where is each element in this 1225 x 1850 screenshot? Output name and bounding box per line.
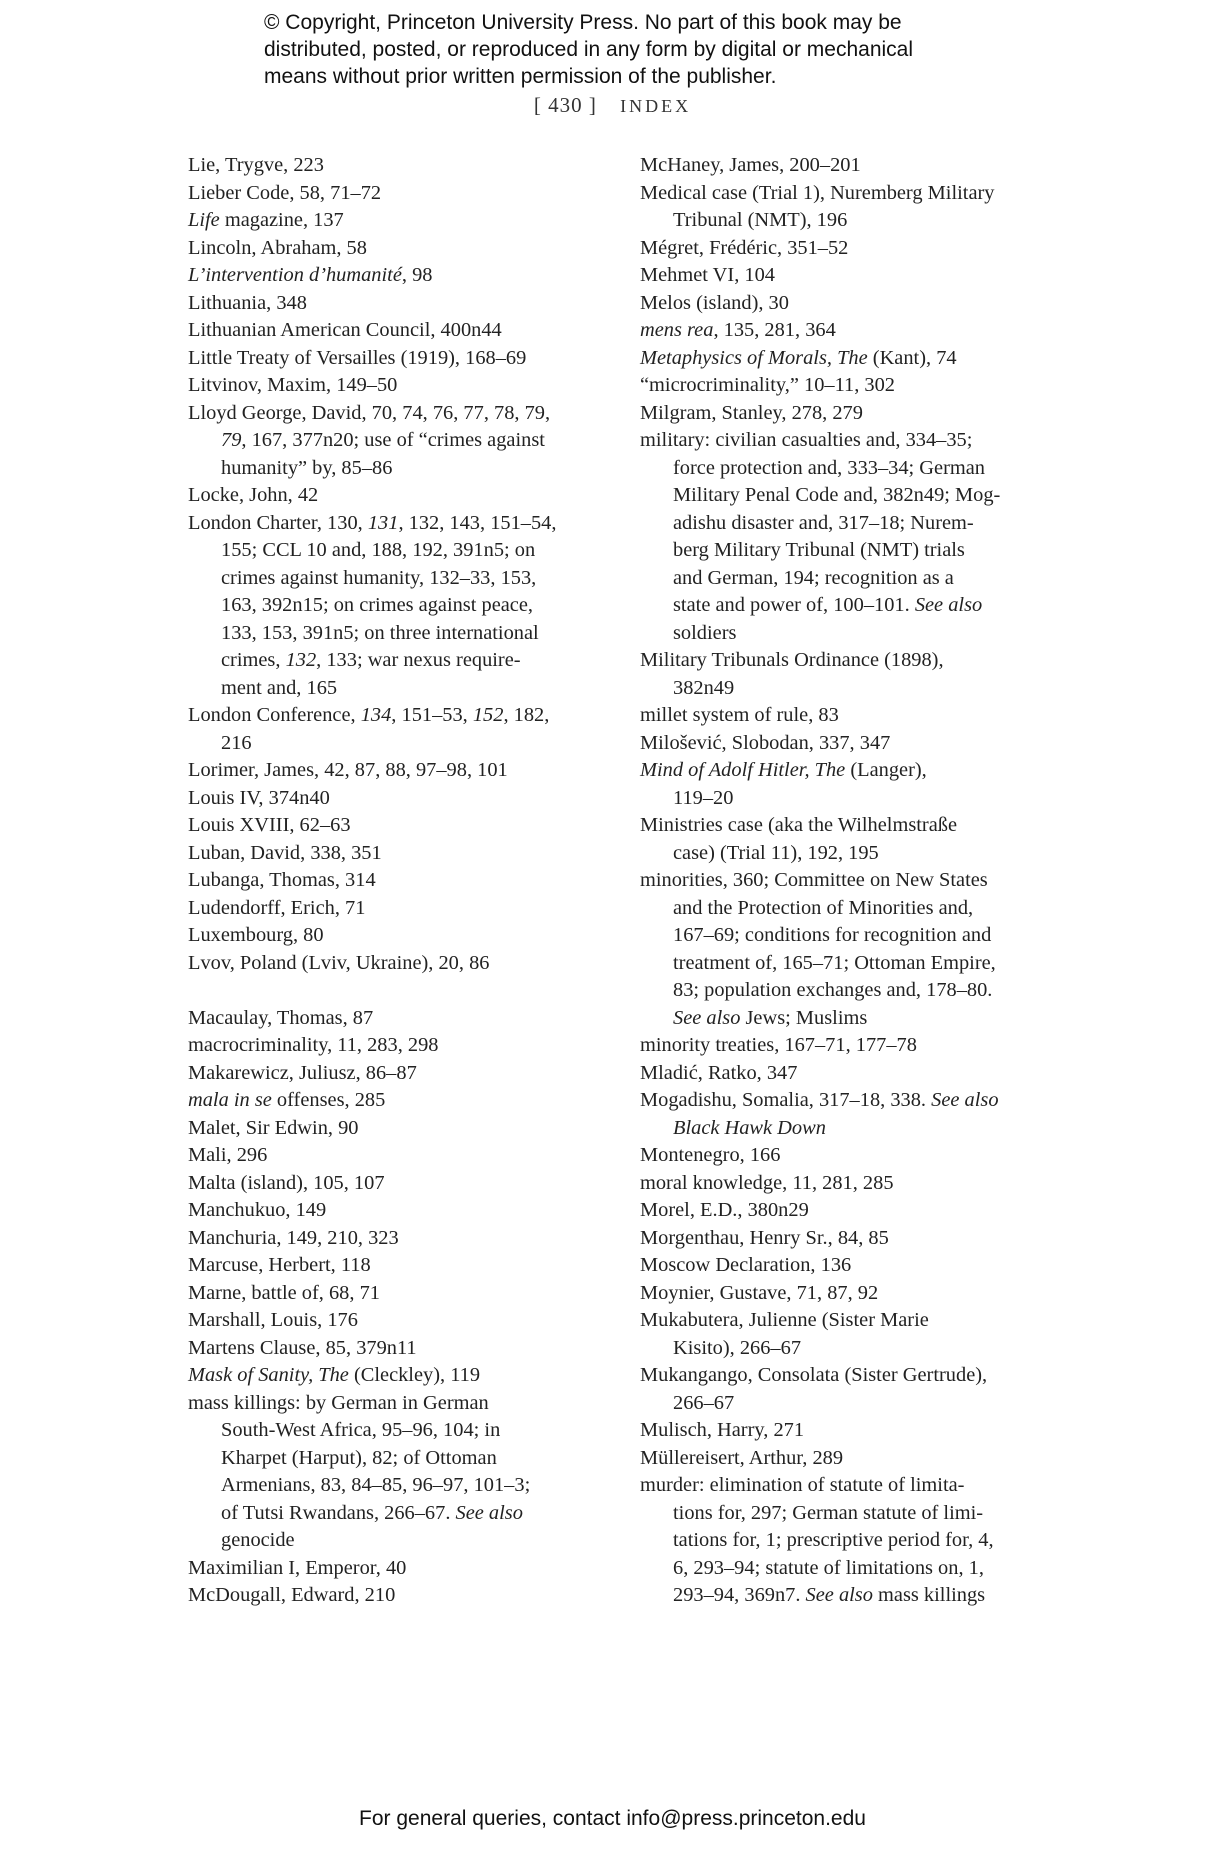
index-entry	[188, 757, 598, 785]
index-entry-text: berg Military Tribunal (NMT) trials	[673, 539, 965, 561]
index-entry-text: 83; population exchanges and, 178–80.	[673, 979, 993, 1001]
index-entry-text: Marcuse, Herbert, 118	[188, 1254, 371, 1276]
index-entry-text: Kharpet (Harput), 82; of Ottoman	[221, 1446, 497, 1469]
index-entry-text: Manchukuo, 149	[188, 1199, 327, 1221]
index-entry-text: , 151–53,	[391, 704, 473, 726]
index-entry-text: Luxembourg, 80	[188, 924, 324, 946]
index-entry-text: Military Tribunals Ordinance (1898),	[640, 649, 944, 671]
index-entry	[188, 152, 598, 180]
index-entry-continuation	[640, 592, 1060, 620]
index-entry-text: 133, 153, 391n5; on three international	[221, 621, 539, 644]
index-entry-italic-text: 152	[472, 704, 504, 726]
index-entry-text: force protection and, 333–34; German	[673, 456, 985, 479]
index-entry	[640, 867, 1060, 895]
index-entry-text: magazine, 137	[219, 209, 344, 231]
index-entry	[188, 1060, 598, 1088]
index-entry	[640, 647, 1060, 675]
index-entry-text: of Tutsi Rwandans, 266–67.	[221, 1501, 456, 1524]
index-entry-text: Armenians, 83, 84–85, 96–97, 101–3;	[221, 1474, 531, 1496]
index-entry	[640, 1225, 1060, 1253]
index-entry-text: Marshall, Louis, 176	[188, 1309, 358, 1331]
index-entry	[188, 180, 598, 208]
index-entry	[640, 235, 1060, 263]
index-entry-text: and the Protection of Minorities and,	[673, 896, 974, 919]
index-entry-continuation	[640, 207, 1060, 235]
index-entry	[188, 1362, 598, 1390]
index-entry	[640, 1197, 1060, 1225]
index-entry-text: Lvov, Poland (Lviv, Ukraine), 20, 86	[188, 951, 490, 974]
index-entry-continuation	[188, 1445, 598, 1473]
index-entry	[640, 290, 1060, 318]
index-entry	[188, 400, 598, 428]
index-entry-text: Mukangango, Consolata (Sister Gertrude),	[640, 1364, 988, 1386]
index-entry	[188, 1252, 598, 1280]
index-entry	[188, 290, 598, 318]
index-entry-text: Müllereisert, Arthur, 289	[640, 1446, 844, 1469]
index-entry-text: Ministries case (aka the Wilhelmstraße	[640, 814, 958, 836]
index-entry-text: , 133; war nexus require-	[316, 649, 521, 671]
index-entry-continuation	[640, 1527, 1060, 1555]
index-entry	[188, 1197, 598, 1225]
index-entry-text: Ludendorff, Erich, 71	[188, 896, 366, 919]
index-entry	[640, 180, 1060, 208]
index-entry	[640, 1307, 1060, 1335]
index-entry-text: case) (Trial 11), 192, 195	[673, 841, 879, 864]
index-entry-text: Medical case (Trial 1), Nuremberg Military	[640, 181, 995, 204]
index-entry-italic-text: Black Hawk Down	[673, 1116, 826, 1139]
index-entry-italic-text: See also	[931, 1089, 999, 1111]
index-entry	[188, 1390, 598, 1418]
index-entry-text: Lithuanian American Council, 400n44	[188, 319, 502, 341]
index-entry-text: , 167, 377n20; use of “crimes against	[241, 429, 545, 451]
index-entry-text: Martens Clause, 85, 379n11	[188, 1336, 417, 1359]
index-entry-text: Melos (island), 30	[640, 291, 789, 314]
index-entry-text: tations for, 1; prescriptive period for, 4,	[673, 1529, 994, 1551]
index-entry	[640, 345, 1060, 373]
index-entry-continuation	[188, 565, 598, 593]
index-entry-text: Mladić, Ratko, 347	[640, 1061, 798, 1084]
index-entry-text: South-West Africa, 95–96, 104; in	[221, 1419, 501, 1441]
index-entry	[188, 372, 598, 400]
index-entry-continuation	[188, 1527, 598, 1555]
index-entry-text: Litvinov, Maxim, 149–50	[188, 374, 398, 396]
index-entry	[188, 1225, 598, 1253]
index-entry-italic-text: mala in se	[188, 1089, 272, 1111]
index-entry	[640, 730, 1060, 758]
index-entry-text: 163, 392n15; on crimes against peace,	[221, 594, 534, 616]
index-entry-text: adishu disaster and, 317–18; Nurem-	[673, 511, 974, 534]
index-entry	[188, 510, 598, 538]
index-entry	[188, 1307, 598, 1335]
index-entry-text: Maximilian I, Emperor, 40	[188, 1556, 407, 1579]
index-entry	[188, 1170, 598, 1198]
index-entry-text: Morgenthau, Henry Sr., 84, 85	[640, 1226, 889, 1249]
index-entry	[188, 867, 598, 895]
index-entry	[640, 1087, 1060, 1115]
index-entry-text: McDougall, Edward, 210	[188, 1584, 396, 1606]
footer-contact: For general queries, contact info@press.princeton.edu	[359, 1807, 866, 1830]
index-entry-italic-text: See also	[914, 594, 983, 616]
index-entry	[640, 262, 1060, 290]
index-entry-text: London Charter, 130,	[188, 511, 368, 534]
copyright-notice	[264, 9, 1004, 90]
index-entry	[188, 235, 598, 263]
index-entry-continuation	[188, 455, 598, 483]
index-entry-text: tions for, 297; German statute of limi-	[673, 1501, 984, 1524]
index-entry-continuation	[640, 537, 1060, 565]
index-entry-continuation	[640, 1335, 1060, 1363]
index-entry-text: minority treaties, 167–71, 177–78	[640, 1034, 917, 1056]
index-entry-text: moral knowledge, 11, 281, 285	[640, 1171, 894, 1194]
index-entry-text: Manchuria, 149, 210, 323	[188, 1226, 399, 1249]
index-entry-italic-text: See also	[455, 1501, 523, 1524]
index-entry-text: Mehmet VI, 104	[640, 264, 775, 286]
index-entry-continuation	[640, 840, 1060, 868]
index-entry-text: “microcriminality,” 10–11, 302	[640, 374, 896, 396]
index-entry	[188, 840, 598, 868]
page-number: [ 430 ]	[533, 93, 597, 117]
index-entry	[640, 1252, 1060, 1280]
index-entry-continuation	[640, 950, 1060, 978]
index-entry-italic-text: Mind of Adolf Hitler, The	[640, 759, 846, 781]
index-entry-text: 6, 293–94; statute of limitations on, 1,	[673, 1556, 984, 1579]
index-entry	[188, 345, 598, 373]
index-entry	[640, 1472, 1060, 1500]
index-entry-italic-text: 132	[285, 649, 317, 671]
index-entry-continuation	[188, 1500, 598, 1528]
index-entry-text: mass killings: by German in German	[188, 1391, 489, 1414]
index-entry-text: , 135, 281, 364	[713, 319, 836, 341]
index-entry	[188, 812, 598, 840]
index-entry	[640, 427, 1060, 455]
index-entry-text: 266–67	[673, 1391, 735, 1414]
index-entry-text: , 132, 143, 151–54,	[398, 511, 557, 534]
index-entry	[188, 702, 598, 730]
index-entry-continuation	[640, 620, 1060, 648]
index-entry-text: (Langer),	[845, 759, 927, 781]
index-entry-text: Jews; Muslims	[740, 1006, 868, 1029]
copyright-line: © Copyright, Princeton University Press. No part of this book may be	[264, 11, 902, 34]
index-entry-text: (Kant), 74	[867, 346, 957, 369]
index-entry	[640, 1142, 1060, 1170]
index-entry-text: Luban, David, 338, 351	[188, 841, 382, 864]
index-entry-text: Lincoln, Abraham, 58	[188, 236, 367, 259]
index-entry-text: Moscow Declaration, 136	[640, 1254, 852, 1276]
index-column-left	[188, 152, 598, 1610]
index-entry	[640, 702, 1060, 730]
index-entry-continuation	[640, 977, 1060, 1005]
index-entry	[188, 262, 598, 290]
index-entry-text: Louis IV, 374n40	[188, 786, 330, 809]
index-entry-continuation	[188, 647, 598, 675]
index-entry	[640, 1060, 1060, 1088]
index-entry-text: Mogadishu, Somalia, 317–18, 338.	[640, 1089, 932, 1111]
index-entry-text: Lorimer, James, 42, 87, 88, 97–98, 101	[188, 759, 508, 781]
letter-section-gap	[188, 977, 598, 1005]
index-entry	[188, 1005, 598, 1033]
index-entry	[188, 482, 598, 510]
section-title: INDEX	[620, 96, 692, 116]
index-entry-italic-text: 131	[367, 511, 399, 534]
index-entry-text: Lithuania, 348	[188, 291, 307, 314]
index-entry	[188, 895, 598, 923]
index-entry-continuation	[640, 1582, 1060, 1610]
index-entry-text: Makarewicz, Juliusz, 86–87	[188, 1061, 417, 1084]
index-entry-text: Lie, Trygve, 223	[188, 154, 324, 176]
index-entry-text: minorities, 360; Committee on New States	[640, 869, 988, 891]
index-entry	[188, 1280, 598, 1308]
index-entry	[640, 1170, 1060, 1198]
index-entry-continuation	[188, 427, 598, 455]
index-entry-text: (Cleckley), 119	[348, 1364, 481, 1386]
index-entry-italic-text: L’intervention d’humanité	[188, 264, 402, 286]
index-entry-continuation	[640, 1390, 1060, 1418]
index-entry	[188, 1582, 598, 1610]
index-entry-text: state and power of, 100–101.	[673, 594, 915, 616]
index-entry	[188, 1335, 598, 1363]
index-entry-text: macrocriminality, 11, 283, 298	[188, 1034, 439, 1056]
index-entry-text: Kisito), 266–67	[673, 1336, 802, 1359]
index-entry-text: humanity” by, 85–86	[221, 456, 393, 479]
index-entry-text: ment and, 165	[221, 676, 338, 699]
index-entry-text: murder: elimination of statute of limita-	[640, 1474, 965, 1496]
index-entry	[188, 922, 598, 950]
index-entry-continuation	[640, 1500, 1060, 1528]
index-entry-text: millet system of rule, 83	[640, 704, 839, 726]
index-entry-continuation	[640, 565, 1060, 593]
index-entry-continuation	[640, 1555, 1060, 1583]
copyright-line: means without prior written permission of the publisher.	[264, 65, 777, 88]
index-entry	[640, 152, 1060, 180]
index-entry-continuation	[188, 1472, 598, 1500]
index-entry-italic-text: Metaphysics of Morals, The	[640, 346, 868, 369]
index-entry-italic-text: See also	[805, 1584, 873, 1606]
index-entry-text: military: civilian casualties and, 334–35;	[640, 429, 973, 451]
index-entry-text: Milošević, Slobodan, 337, 347	[640, 731, 891, 754]
index-entry-text: offenses, 285	[271, 1089, 386, 1111]
index-entry	[640, 1362, 1060, 1390]
index-entry-text: Moynier, Gustave, 71, 87, 92	[640, 1281, 879, 1304]
index-entry-text: Malta (island), 105, 107	[188, 1171, 385, 1194]
index-entry-text: treatment of, 165–71; Ottoman Empire,	[673, 951, 996, 974]
index-entry-text: , 98	[401, 264, 433, 286]
index-column-right	[640, 152, 1060, 1610]
index-entry-text: Morel, E.D., 380n29	[640, 1199, 809, 1221]
index-entry	[640, 1445, 1060, 1473]
index-entry	[640, 1032, 1060, 1060]
index-entry-continuation	[188, 730, 598, 758]
index-entry-text: Mali, 296	[188, 1144, 268, 1166]
index-entry-italic-text: See also	[673, 1006, 741, 1029]
index-entry-text: Lubanga, Thomas, 314	[188, 869, 376, 891]
index-entry-continuation	[188, 592, 598, 620]
index-entry-text: 167–69; conditions for recognition and	[673, 924, 992, 946]
index-entry	[188, 1115, 598, 1143]
index-entry-text: 155; CCL 10 and, 188, 192, 391n5; on	[221, 539, 536, 561]
index-entry-italic-text: 134	[360, 704, 392, 726]
index-entry-continuation	[640, 895, 1060, 923]
running-head	[0, 93, 1225, 118]
index-entry	[640, 812, 1060, 840]
index-entry-text: soldiers	[673, 621, 737, 644]
index-entry	[188, 950, 598, 978]
index-entry-text: Military Penal Code and, 382n49; Mog-	[673, 484, 1001, 506]
index-entry-continuation	[188, 1417, 598, 1445]
index-entry-continuation	[188, 620, 598, 648]
index-entry	[640, 317, 1060, 345]
index-entry-text: 293–94, 369n7.	[673, 1584, 806, 1606]
index-entry-text: McHaney, James, 200–201	[640, 154, 861, 176]
index-entry	[188, 207, 598, 235]
index-entry-italic-text: Life	[188, 209, 220, 231]
index-entry-text: Mulisch, Harry, 271	[640, 1419, 805, 1441]
index-entry-text: crimes against humanity, 132–33, 153,	[221, 566, 537, 589]
index-entry	[640, 1417, 1060, 1445]
index-entry-text: genocide	[221, 1529, 295, 1551]
index-entry-text: Louis XVIII, 62–63	[188, 814, 351, 836]
index-entry-text: Malet, Sir Edwin, 90	[188, 1116, 359, 1139]
copyright-line: distributed, posted, or reproduced in any form by digital or mechanical	[264, 38, 914, 61]
index-entry-text: London Conference,	[188, 704, 361, 726]
index-entry	[640, 1280, 1060, 1308]
index-entry-continuation	[640, 1005, 1060, 1033]
index-entry	[188, 1142, 598, 1170]
index-entry-text: Tribunal (NMT), 196	[673, 209, 848, 231]
index-entry-continuation	[640, 785, 1060, 813]
index-entry-italic-text: Mask of Sanity, The	[188, 1364, 349, 1386]
index-entry-text: Macaulay, Thomas, 87	[188, 1006, 374, 1029]
index-entry-continuation	[640, 1115, 1060, 1143]
index-entry-text: Marne, battle of, 68, 71	[188, 1281, 380, 1304]
index-entry-text: Lieber Code, 58, 71–72	[188, 181, 382, 204]
index-entry-text: 216	[221, 731, 252, 754]
index-entry	[188, 785, 598, 813]
index-entry-continuation	[188, 675, 598, 703]
index-entry	[640, 372, 1060, 400]
index-entry-italic-text: 79	[221, 429, 242, 451]
index-entry	[640, 400, 1060, 428]
index-entry-continuation	[188, 537, 598, 565]
index-entry-continuation	[640, 482, 1060, 510]
index-entry-continuation	[640, 455, 1060, 483]
index-entry	[188, 317, 598, 345]
index-entry-text: and German, 194; recognition as a	[673, 566, 954, 589]
index-entry-continuation	[640, 922, 1060, 950]
index-entry-text: Milgram, Stanley, 278, 279	[640, 401, 863, 424]
index-entry-text: 119–20	[673, 786, 734, 809]
index-entry-text: , 182,	[503, 704, 550, 726]
index-entry	[188, 1032, 598, 1060]
index-entry-text: Locke, John, 42	[188, 484, 319, 506]
index-entry-italic-text: mens rea	[640, 319, 714, 341]
index-entry	[188, 1555, 598, 1583]
index-entry-text: Montenegro, 166	[640, 1144, 781, 1166]
index-entry-text: Mégret, Frédéric, 351–52	[640, 236, 849, 259]
index-entry-text: Lloyd George, David, 70, 74, 76, 77, 78, 79,	[188, 401, 551, 424]
index-entry	[188, 1087, 598, 1115]
index-entry-text: Little Treaty of Versailles (1919), 168–69	[188, 346, 527, 369]
index-entry-text: mass killings	[872, 1584, 986, 1606]
index-entry	[640, 757, 1060, 785]
index-entry-text: 382n49	[673, 676, 735, 699]
index-entry-text: crimes,	[221, 649, 286, 671]
index-entry-continuation	[640, 675, 1060, 703]
index-entry-continuation	[640, 510, 1060, 538]
index-entry-text: Mukabutera, Julienne (Sister Marie	[640, 1309, 929, 1331]
